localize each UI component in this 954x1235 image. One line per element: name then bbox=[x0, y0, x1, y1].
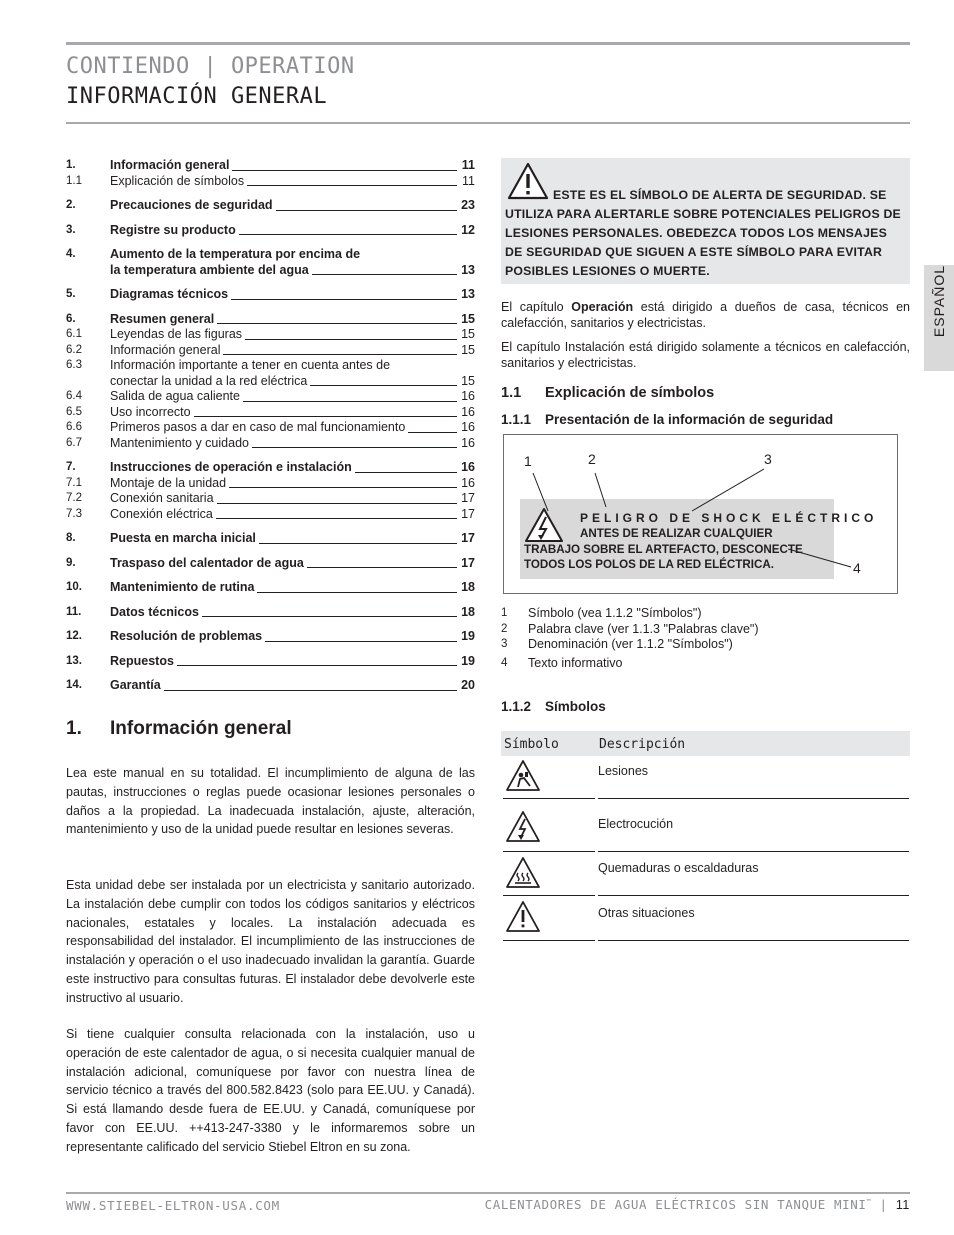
section-number: 1. bbox=[66, 718, 82, 739]
toc-number: 1. bbox=[66, 159, 76, 171]
toc-entry[interactable] bbox=[66, 476, 475, 492]
footer-rule bbox=[66, 1192, 910, 1194]
column-header-description: Descripción bbox=[599, 737, 686, 752]
table-of-contents bbox=[66, 158, 475, 694]
toc-title: Uso incorrecto bbox=[110, 404, 191, 419]
toc-title: Repuestos bbox=[110, 653, 174, 668]
toc-entry[interactable] bbox=[66, 358, 475, 389]
toc-title: Primeros pasos a dar en caso de mal funcionamiento bbox=[110, 420, 406, 434]
toc-entry[interactable] bbox=[66, 580, 475, 596]
toc-number: 10. bbox=[66, 581, 82, 593]
toc-title: Salida de agua caliente bbox=[110, 389, 240, 403]
toc-entry[interactable] bbox=[66, 158, 475, 174]
toc-number: 6.5 bbox=[66, 405, 82, 418]
footer-trademark: ™ bbox=[866, 1197, 872, 1206]
symbol-description: Quemaduras o escaldaduras bbox=[598, 861, 759, 875]
description-cell bbox=[598, 756, 909, 799]
language-tab bbox=[924, 265, 954, 371]
toc-entry[interactable] bbox=[66, 287, 475, 303]
toc-title-line2: la temperatura ambiente del agua bbox=[110, 262, 309, 277]
legend-item bbox=[501, 655, 759, 671]
toc-entry[interactable] bbox=[66, 312, 475, 328]
subsection-number: 1.1 bbox=[501, 385, 522, 401]
toc-entry[interactable] bbox=[66, 531, 475, 547]
description-cell bbox=[598, 853, 909, 896]
toc-entry[interactable] bbox=[66, 629, 475, 645]
toc-page: 15 bbox=[461, 373, 475, 388]
subsubsection-heading bbox=[501, 412, 833, 427]
toc-title: Resolución de problemas bbox=[110, 629, 263, 643]
subsection-heading bbox=[501, 385, 714, 401]
toc-title: Registre su producto bbox=[110, 222, 236, 237]
body-paragraph: Si tiene cualquier consulta relacionada con la instalación, uso u operación de este calentador de agua, o si necesita cualquier manual de instalación adicional, comuníquese por favor con nuestra línea de servicio técnico a través del 800.582.8423 (solo para EE.UU. y Canadá). Si está llamando desde fuera de EE.UU. y Canadá, comuníquese por favor con EE.UU. ++413-247-3380 y le informaremos sobre un representante calificado del servicio Stiebel Eltron en su zona. bbox=[66, 1027, 475, 1154]
toc-leader bbox=[217, 323, 457, 324]
toc-title: Diagramas técnicos bbox=[110, 287, 229, 301]
toc-number: 5. bbox=[66, 288, 76, 300]
toc-number: 3. bbox=[66, 223, 76, 236]
toc-number: 6.2 bbox=[66, 343, 82, 356]
toc-entry[interactable] bbox=[66, 174, 475, 190]
toc-number: 2. bbox=[66, 199, 76, 211]
column-header-symbol: Símbolo bbox=[504, 737, 559, 752]
toc-page: 11 bbox=[461, 158, 475, 172]
subsection-title: Explicación de símbolos bbox=[545, 385, 715, 401]
toc-page: 23 bbox=[461, 198, 475, 212]
legend-item bbox=[501, 621, 759, 637]
symbols-table-header bbox=[501, 731, 910, 756]
leader-line-2 bbox=[595, 473, 606, 507]
toc-entry[interactable] bbox=[66, 654, 475, 670]
toc-number: 6.3 bbox=[66, 359, 82, 371]
legend-number: 1 bbox=[501, 607, 508, 619]
toc-entry[interactable] bbox=[66, 491, 475, 507]
toc-leader bbox=[310, 385, 457, 386]
legend-text: Denominación (ver 1.1.2 "Símbolos") bbox=[528, 637, 733, 651]
toc-leader bbox=[232, 170, 457, 171]
toc-page: 17 bbox=[461, 491, 475, 505]
symbol-cell bbox=[503, 800, 595, 852]
section-heading bbox=[66, 718, 292, 740]
toc-title: Leyendas de las figuras bbox=[110, 327, 243, 341]
toc-leader bbox=[312, 274, 457, 275]
toc-page: 16 bbox=[461, 435, 475, 450]
toc-page: 11 bbox=[462, 173, 475, 188]
legend-number: 4 bbox=[501, 657, 508, 669]
toc-leader bbox=[252, 447, 457, 448]
toc-number: 7.2 bbox=[66, 492, 82, 504]
toc-number: 9. bbox=[66, 556, 76, 569]
symbol-cell bbox=[503, 897, 595, 941]
toc-leader bbox=[307, 567, 457, 568]
toc-page: 20 bbox=[461, 678, 475, 692]
safety-alert-text: ESTE ES EL SÍMBOLO DE ALERTA DE SEGURIDAD. SE UTILIZA PARA ALERTARLE SOBRE POTENCIALES PELIGROS DE LESIONES PERSONALES. OBEDEZCA TODOS LOS MENSAJES DE SEGURIDAD QUE SIGUEN A ESTE SÍMBOLO PARA EVITAR POSIBLES LESIONES O MUERTE. bbox=[505, 188, 901, 278]
figure-legend bbox=[501, 605, 759, 671]
toc-page: 12 bbox=[461, 222, 475, 237]
body-paragraph: Lea este manual en su totalidad. El incumplimiento de alguna de las pautas, instrucciones o reglas puede ocasionar lesiones personales o daños a la propiedad. La inadecuada instalación, ajuste, alteración, mantenimiento y uso de la unidad puede resultar en lesiones severas. bbox=[66, 766, 475, 837]
leader-line-1 bbox=[533, 473, 548, 511]
toc-leader bbox=[245, 339, 457, 340]
toc-leader bbox=[247, 185, 457, 186]
toc-page: 16 bbox=[461, 420, 475, 434]
toc-number: 6.4 bbox=[66, 390, 82, 402]
intro-paragraph-installation: El capítulo Instalación está dirigido solamente a técnicos en calefacción, sanitarios y electricistas. bbox=[501, 340, 910, 370]
figure-warning-title: PELIGRO DE SHOCK ELÉCTRICO bbox=[580, 511, 878, 525]
section-title: Información general bbox=[110, 718, 292, 739]
toc-title: Información importante a tener en cuenta antes de bbox=[110, 358, 391, 372]
subsubsection-title: Símbolos bbox=[545, 699, 606, 714]
header-bottom-rule bbox=[66, 122, 910, 124]
toc-number: 4. bbox=[66, 248, 76, 260]
subsubsection-number: 1.1.2 bbox=[501, 699, 532, 714]
intro-paragraph-operation bbox=[501, 300, 910, 331]
symbol-description: Electrocución bbox=[598, 817, 674, 831]
legend-text: Texto informativo bbox=[528, 656, 623, 670]
toc-number: 1.1 bbox=[66, 174, 82, 187]
electrocution-warning-icon bbox=[505, 810, 541, 844]
toc-page: 16 bbox=[461, 389, 475, 403]
toc-leader bbox=[223, 354, 457, 355]
toc-title: Puesta en marcha inicial bbox=[110, 531, 256, 545]
subsubsection-title: Presentación de la información de seguridad bbox=[545, 412, 834, 427]
subsubsection-heading bbox=[501, 699, 606, 714]
symbol-cell bbox=[503, 756, 595, 799]
toc-entry[interactable] bbox=[66, 436, 475, 452]
toc-number: 7.3 bbox=[66, 507, 82, 520]
toc-number: 8. bbox=[66, 532, 76, 544]
toc-title: Mantenimiento y cuidado bbox=[110, 435, 249, 450]
footer-product bbox=[485, 1197, 910, 1212]
toc-leader bbox=[408, 432, 457, 433]
toc-page: 16 bbox=[461, 404, 475, 419]
toc-leader bbox=[265, 641, 457, 642]
toc-entry[interactable] bbox=[66, 223, 475, 239]
toc-number: 12. bbox=[66, 630, 82, 642]
toc-page: 19 bbox=[461, 629, 475, 643]
body-paragraph: Esta unidad debe ser instalada por un electricista y sanitario autorizado. La instalación debe cumplir con todos los códigos sanitarios y eléctricos nacionales, estatales y locales. La instalación adecuada es responsabilidad del instalador. El incumplimiento de las instrucciones de instalación y operación o el uso inadecuado invalidan la garantía. Guarde este instructivo para consultas futuras. El instalador debe devolverle este instructivo al usuario. bbox=[66, 878, 475, 1005]
figure-callout-1: 1 bbox=[524, 453, 532, 469]
toc-title: Conexión sanitaria bbox=[110, 491, 214, 505]
toc-number: 7.1 bbox=[66, 476, 82, 489]
toc-title: Garantía bbox=[110, 678, 161, 692]
toc-leader bbox=[276, 210, 457, 211]
leader-line-3 bbox=[692, 469, 764, 511]
toc-entry[interactable] bbox=[66, 327, 475, 343]
toc-page: 17 bbox=[461, 506, 475, 521]
toc-leader bbox=[259, 543, 457, 544]
toc-number: 7. bbox=[66, 461, 76, 473]
figure-warning-text: ANTES DE REALIZAR CUALQUIER TRABAJO SOBRE EL ARTEFACTO, DESCONECTE TODOS LOS POLOS DE LA RED ELÉCTRICA. bbox=[524, 527, 803, 571]
intro-prefix: El capítulo bbox=[501, 300, 572, 314]
toc-title: Mantenimiento de rutina bbox=[110, 580, 255, 594]
toc-page: 17 bbox=[461, 555, 475, 570]
toc-page: 15 bbox=[461, 327, 475, 341]
toc-title: Explicación de símbolos bbox=[110, 173, 245, 188]
injury-warning-icon bbox=[505, 759, 541, 793]
toc-entry[interactable] bbox=[66, 507, 475, 523]
legend-number: 3 bbox=[501, 638, 508, 650]
toc-leader bbox=[194, 416, 457, 417]
toc-leader bbox=[164, 690, 457, 691]
legend-text: Palabra clave (ver 1.1.3 "Palabras clave") bbox=[528, 622, 759, 636]
intro-operation-word: Operación bbox=[571, 300, 634, 314]
toc-leader bbox=[355, 472, 457, 473]
toc-entry[interactable] bbox=[66, 678, 475, 694]
toc-number: 11. bbox=[66, 605, 82, 618]
toc-page: 15 bbox=[461, 342, 475, 357]
toc-number: 13. bbox=[66, 654, 82, 667]
hot-surface-warning-icon bbox=[505, 856, 541, 890]
toc-number: 6.1 bbox=[66, 328, 82, 340]
toc-title: Información general bbox=[110, 158, 230, 172]
toc-entry[interactable] bbox=[66, 556, 475, 572]
toc-entry[interactable] bbox=[66, 460, 475, 476]
symbol-description: Lesiones bbox=[598, 764, 649, 778]
toc-entry[interactable] bbox=[66, 389, 475, 405]
toc-number: 6.6 bbox=[66, 421, 82, 433]
legend-item bbox=[501, 605, 759, 621]
toc-leader bbox=[231, 299, 457, 300]
toc-title: Información general bbox=[110, 342, 221, 357]
toc-title: Instrucciones de operación e instalación bbox=[110, 460, 352, 474]
intro-suffix: está dirigido a dueños de casa, técnicos en calefacción, sanitarios y electricistas. bbox=[501, 300, 910, 330]
toc-entry[interactable] bbox=[66, 343, 475, 359]
footer-product-name: CALENTADORES DE AGUA ELÉCTRICOS SIN TANQUE MINI bbox=[484, 1197, 867, 1212]
toc-page: 15 bbox=[461, 311, 475, 326]
figure-callout-4: 4 bbox=[853, 560, 861, 576]
toc-page: 13 bbox=[461, 262, 475, 277]
header-overline: CONTIENDO | OPERATION bbox=[66, 54, 355, 79]
toc-entry[interactable] bbox=[66, 605, 475, 621]
legend-item bbox=[501, 636, 759, 652]
toc-entry[interactable] bbox=[66, 198, 475, 214]
toc-leader bbox=[177, 665, 457, 666]
leader-line-4 bbox=[788, 549, 851, 567]
toc-leader bbox=[243, 401, 457, 402]
symbol-cell bbox=[503, 853, 595, 896]
description-cell bbox=[598, 897, 909, 941]
toc-entry[interactable] bbox=[66, 420, 475, 436]
toc-title: Aumento de la temperatura por encima de bbox=[110, 247, 361, 261]
toc-number: 6. bbox=[66, 312, 76, 325]
toc-page: 19 bbox=[461, 653, 475, 668]
toc-leader bbox=[257, 592, 457, 593]
safety-info-figure bbox=[503, 434, 898, 594]
toc-entry[interactable] bbox=[66, 405, 475, 421]
header-top-rule bbox=[66, 42, 910, 45]
toc-title: Conexión eléctrica bbox=[110, 506, 213, 521]
toc-leader bbox=[202, 616, 457, 617]
figure-callout-3: 3 bbox=[764, 451, 772, 467]
toc-leader bbox=[217, 503, 457, 504]
toc-page: 13 bbox=[461, 287, 475, 301]
toc-leader bbox=[216, 518, 457, 519]
general-warning-icon bbox=[505, 900, 541, 934]
toc-page: 18 bbox=[461, 580, 475, 594]
description-cell bbox=[598, 800, 909, 852]
toc-leader bbox=[239, 234, 457, 235]
toc-title: Precauciones de seguridad bbox=[110, 198, 273, 212]
toc-title: Resumen general bbox=[110, 311, 215, 326]
safety-alert-box bbox=[501, 158, 910, 284]
toc-number: 14. bbox=[66, 679, 82, 691]
footer-separator: | bbox=[879, 1197, 888, 1212]
toc-title-line2: conectar la unidad a la red eléctrica bbox=[110, 373, 308, 388]
toc-entry[interactable] bbox=[66, 247, 475, 278]
toc-title: Datos técnicos bbox=[110, 604, 199, 619]
toc-title: Traspaso del calentador de agua bbox=[110, 555, 304, 570]
toc-page: 17 bbox=[461, 531, 475, 545]
toc-page: 16 bbox=[461, 460, 475, 474]
page-title: INFORMACIÓN GENERAL bbox=[66, 84, 328, 109]
language-tab-label: ESPAÑOL bbox=[931, 264, 947, 338]
footer-url[interactable]: WWW.STIEBEL-ELTRON-USA.COM bbox=[66, 1198, 280, 1213]
toc-page: 18 bbox=[461, 604, 475, 619]
toc-page: 16 bbox=[461, 475, 475, 490]
toc-leader bbox=[229, 487, 457, 488]
legend-number: 2 bbox=[501, 623, 508, 635]
subsubsection-number: 1.1.1 bbox=[501, 412, 532, 427]
legend-text: Símbolo (vea 1.1.2 "Símbolos") bbox=[528, 606, 702, 620]
figure-leader-lines bbox=[504, 435, 897, 593]
page-number: 11 bbox=[895, 1198, 910, 1212]
toc-number: 6.7 bbox=[66, 436, 82, 449]
symbol-description: Otras situaciones bbox=[598, 906, 695, 920]
figure-callout-2: 2 bbox=[588, 451, 596, 467]
toc-title: Montaje de la unidad bbox=[110, 475, 227, 490]
